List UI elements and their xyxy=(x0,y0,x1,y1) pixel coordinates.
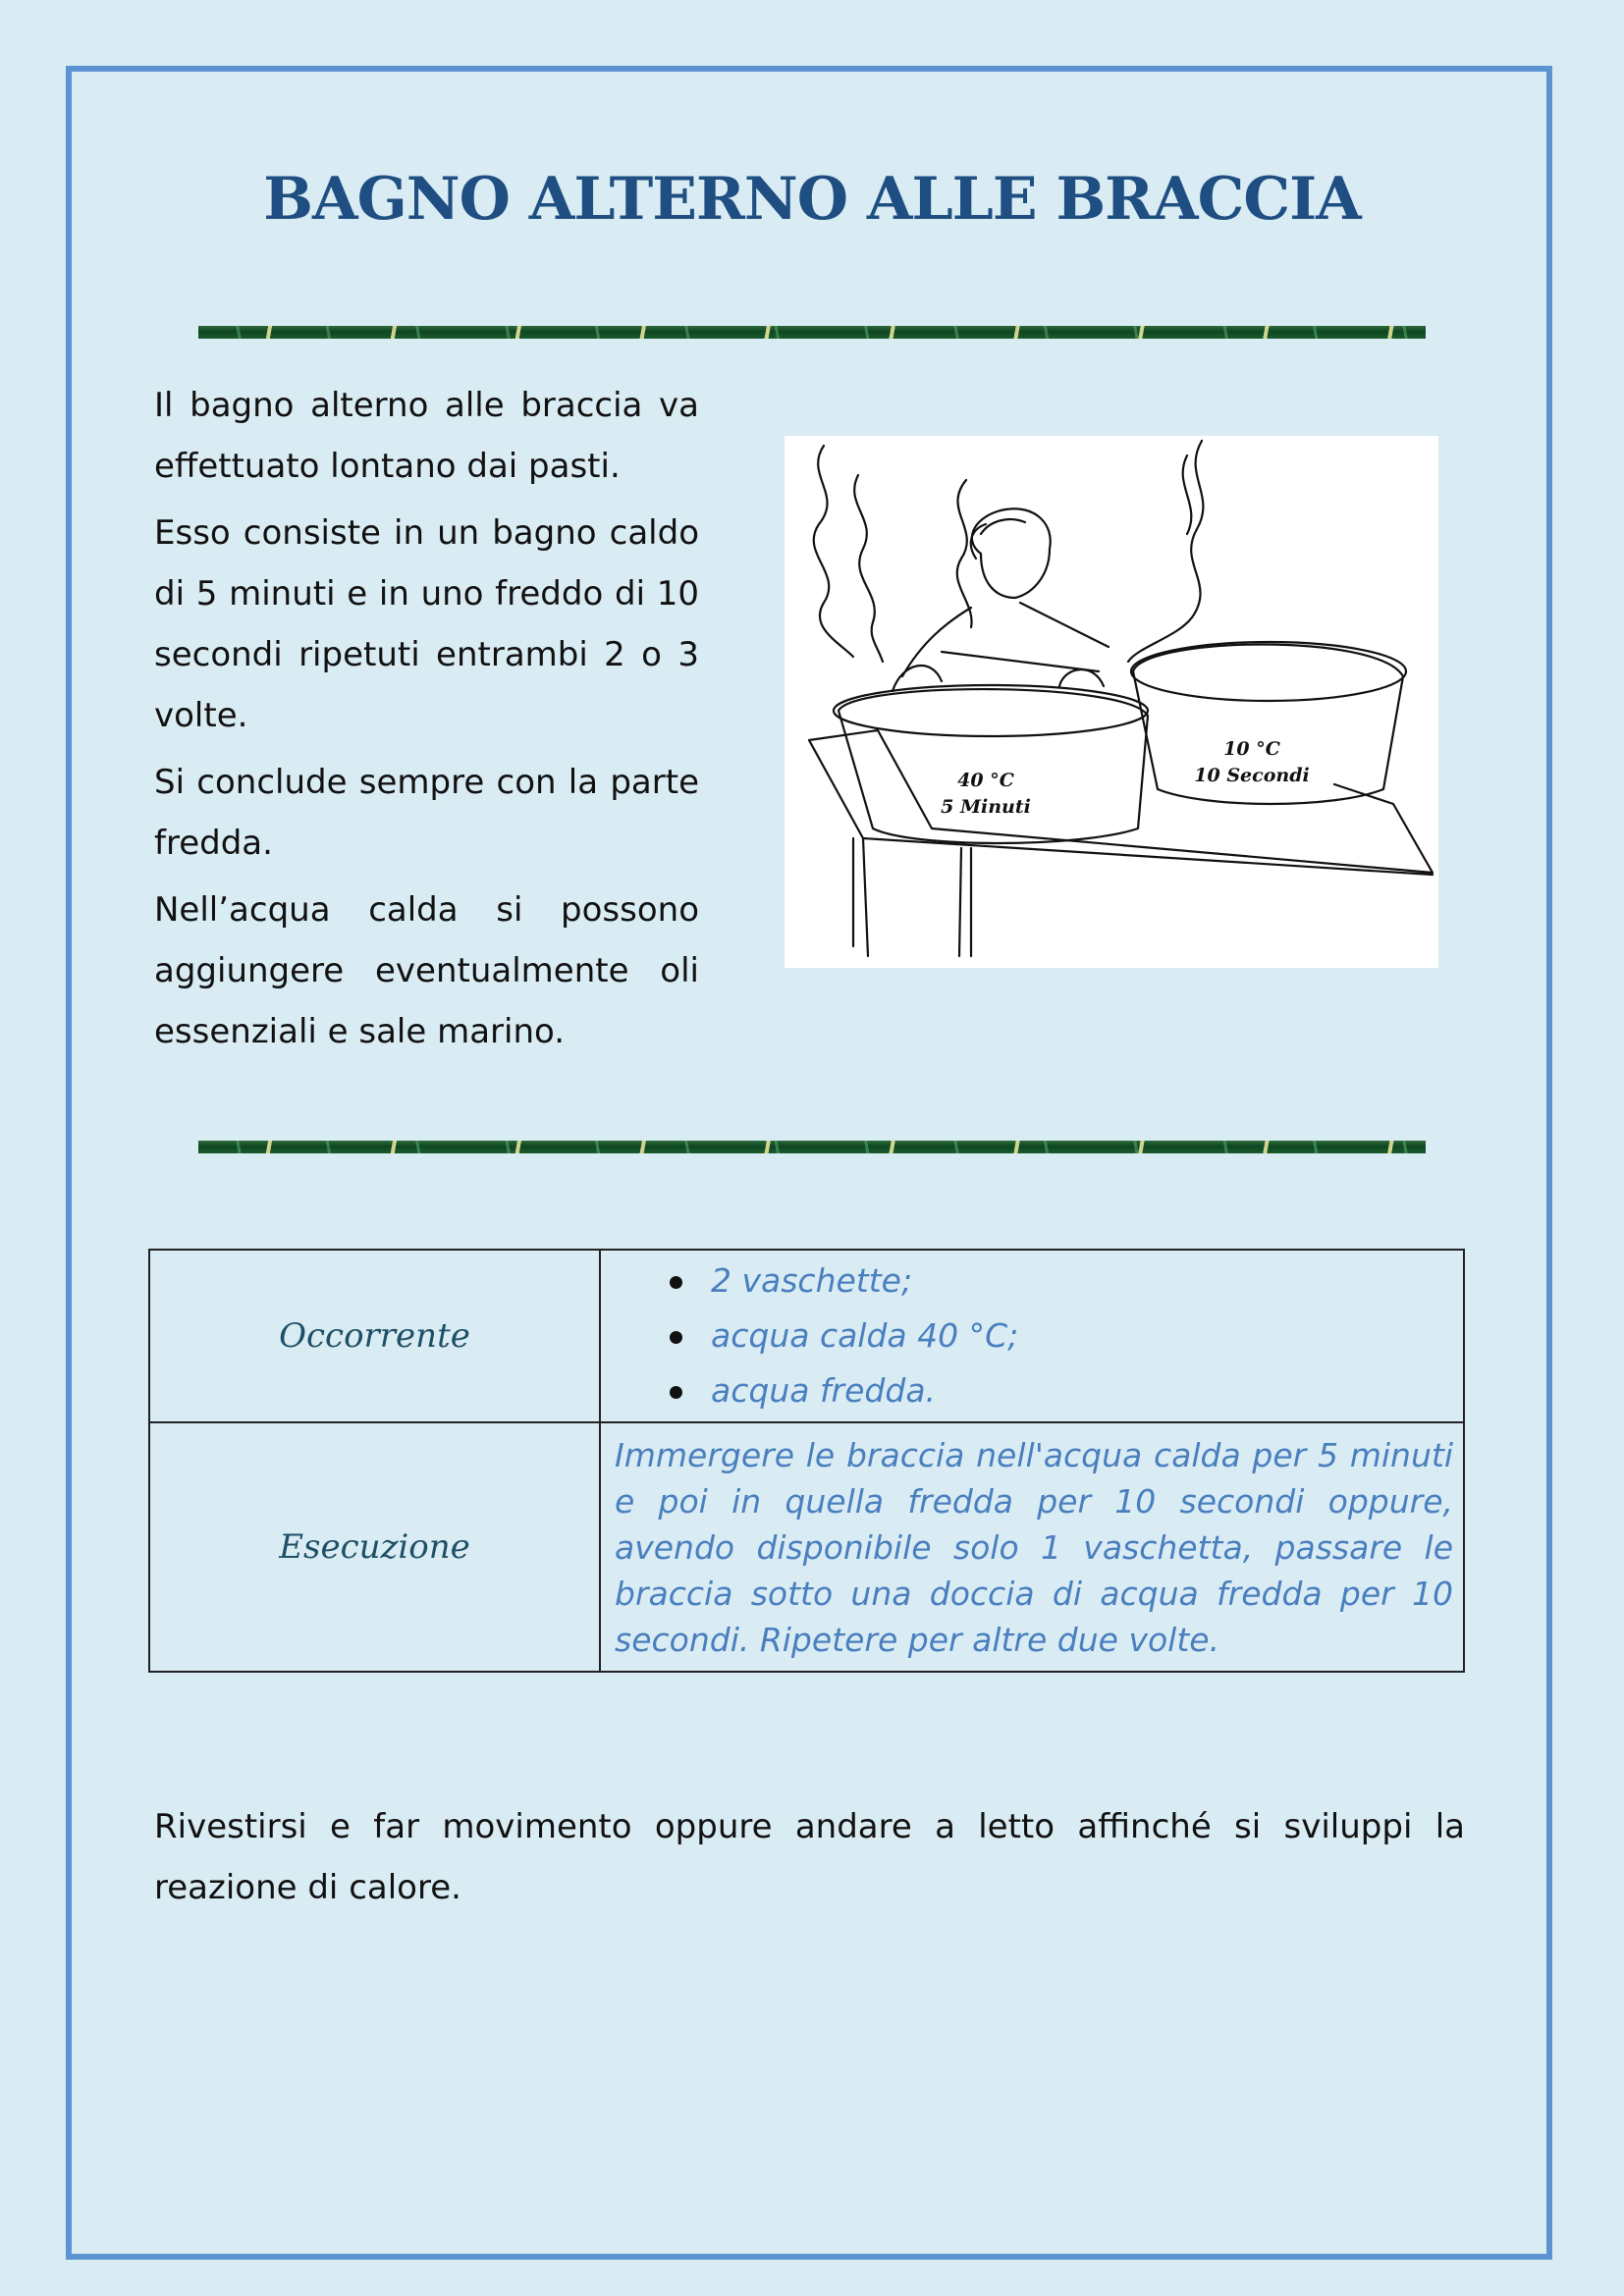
hot-temp-label: 40 °C xyxy=(957,770,1014,791)
closing-text: Rivestirsi e far movimento oppure andare a letto affinché si sviluppi la reazione di calore. xyxy=(154,1807,1465,1907)
esecuzione-cell xyxy=(600,1422,1464,1672)
list-item: acqua calda 40 °C; xyxy=(711,1308,1453,1363)
intro-paragraph-2: Esso consiste in un bagno caldo di 5 minuti e in uno freddo di 10 secondi ripetuti entrambi 2 o 3 volte. xyxy=(154,513,699,735)
table-row xyxy=(149,1422,1464,1672)
cold-time-label: 10 Secondi xyxy=(1194,765,1310,786)
table xyxy=(809,730,1433,956)
items-list xyxy=(615,1254,1453,1418)
steam-left-2 xyxy=(854,475,883,662)
divider-top xyxy=(198,326,1426,339)
list-item: acqua fredda. xyxy=(711,1363,1453,1418)
divider-bottom xyxy=(198,1141,1426,1153)
cold-basin-rim xyxy=(1131,642,1406,701)
steam-right xyxy=(1128,441,1203,662)
intro-paragraph-1: Il bagno alterno alle braccia va effettuato lontano dai pasti. xyxy=(154,386,699,486)
arm-bath-illustration xyxy=(785,436,1438,968)
occorrente-label: Occorrente xyxy=(149,1250,600,1422)
steam-left xyxy=(814,446,853,657)
esecuzione-label: Esecuzione xyxy=(149,1422,600,1672)
intro-paragraph-4: Nell’acqua calda si possono aggiungere eventualmente oli essenziali e sale marino. xyxy=(154,890,699,1051)
intro-paragraph-3: Si conclude sempre con la parte fredda. xyxy=(154,763,699,863)
occorrente-cell xyxy=(600,1250,1464,1422)
illustration-svg xyxy=(785,436,1438,968)
intro-text xyxy=(154,375,699,1068)
hot-basin-rim xyxy=(834,685,1148,736)
instructions-table xyxy=(148,1249,1465,1673)
steam-middle xyxy=(957,480,972,627)
hot-time-label: 5 Minuti xyxy=(941,796,1031,818)
steam-right-2 xyxy=(1183,455,1192,534)
person-body xyxy=(902,603,1109,676)
page-title: BAGNO ALTERNO ALLE BRACCIA xyxy=(263,165,1361,234)
cold-temp-label: 10 °C xyxy=(1223,738,1280,760)
list-item: 2 vaschette; xyxy=(711,1254,1453,1308)
execution-text: Immergere le braccia nell'acqua calda per 5 minuti e poi in quella fredda per 10 secondi oppure, avendo disponibile solo 1 vaschetta, passare le braccia sotto una doccia di acqua fredda per 10 secondi. Ripetere per altre due volte. xyxy=(615,1435,1453,1659)
person-head xyxy=(972,508,1051,598)
table-row xyxy=(149,1250,1464,1422)
hot-basin xyxy=(839,689,1148,843)
